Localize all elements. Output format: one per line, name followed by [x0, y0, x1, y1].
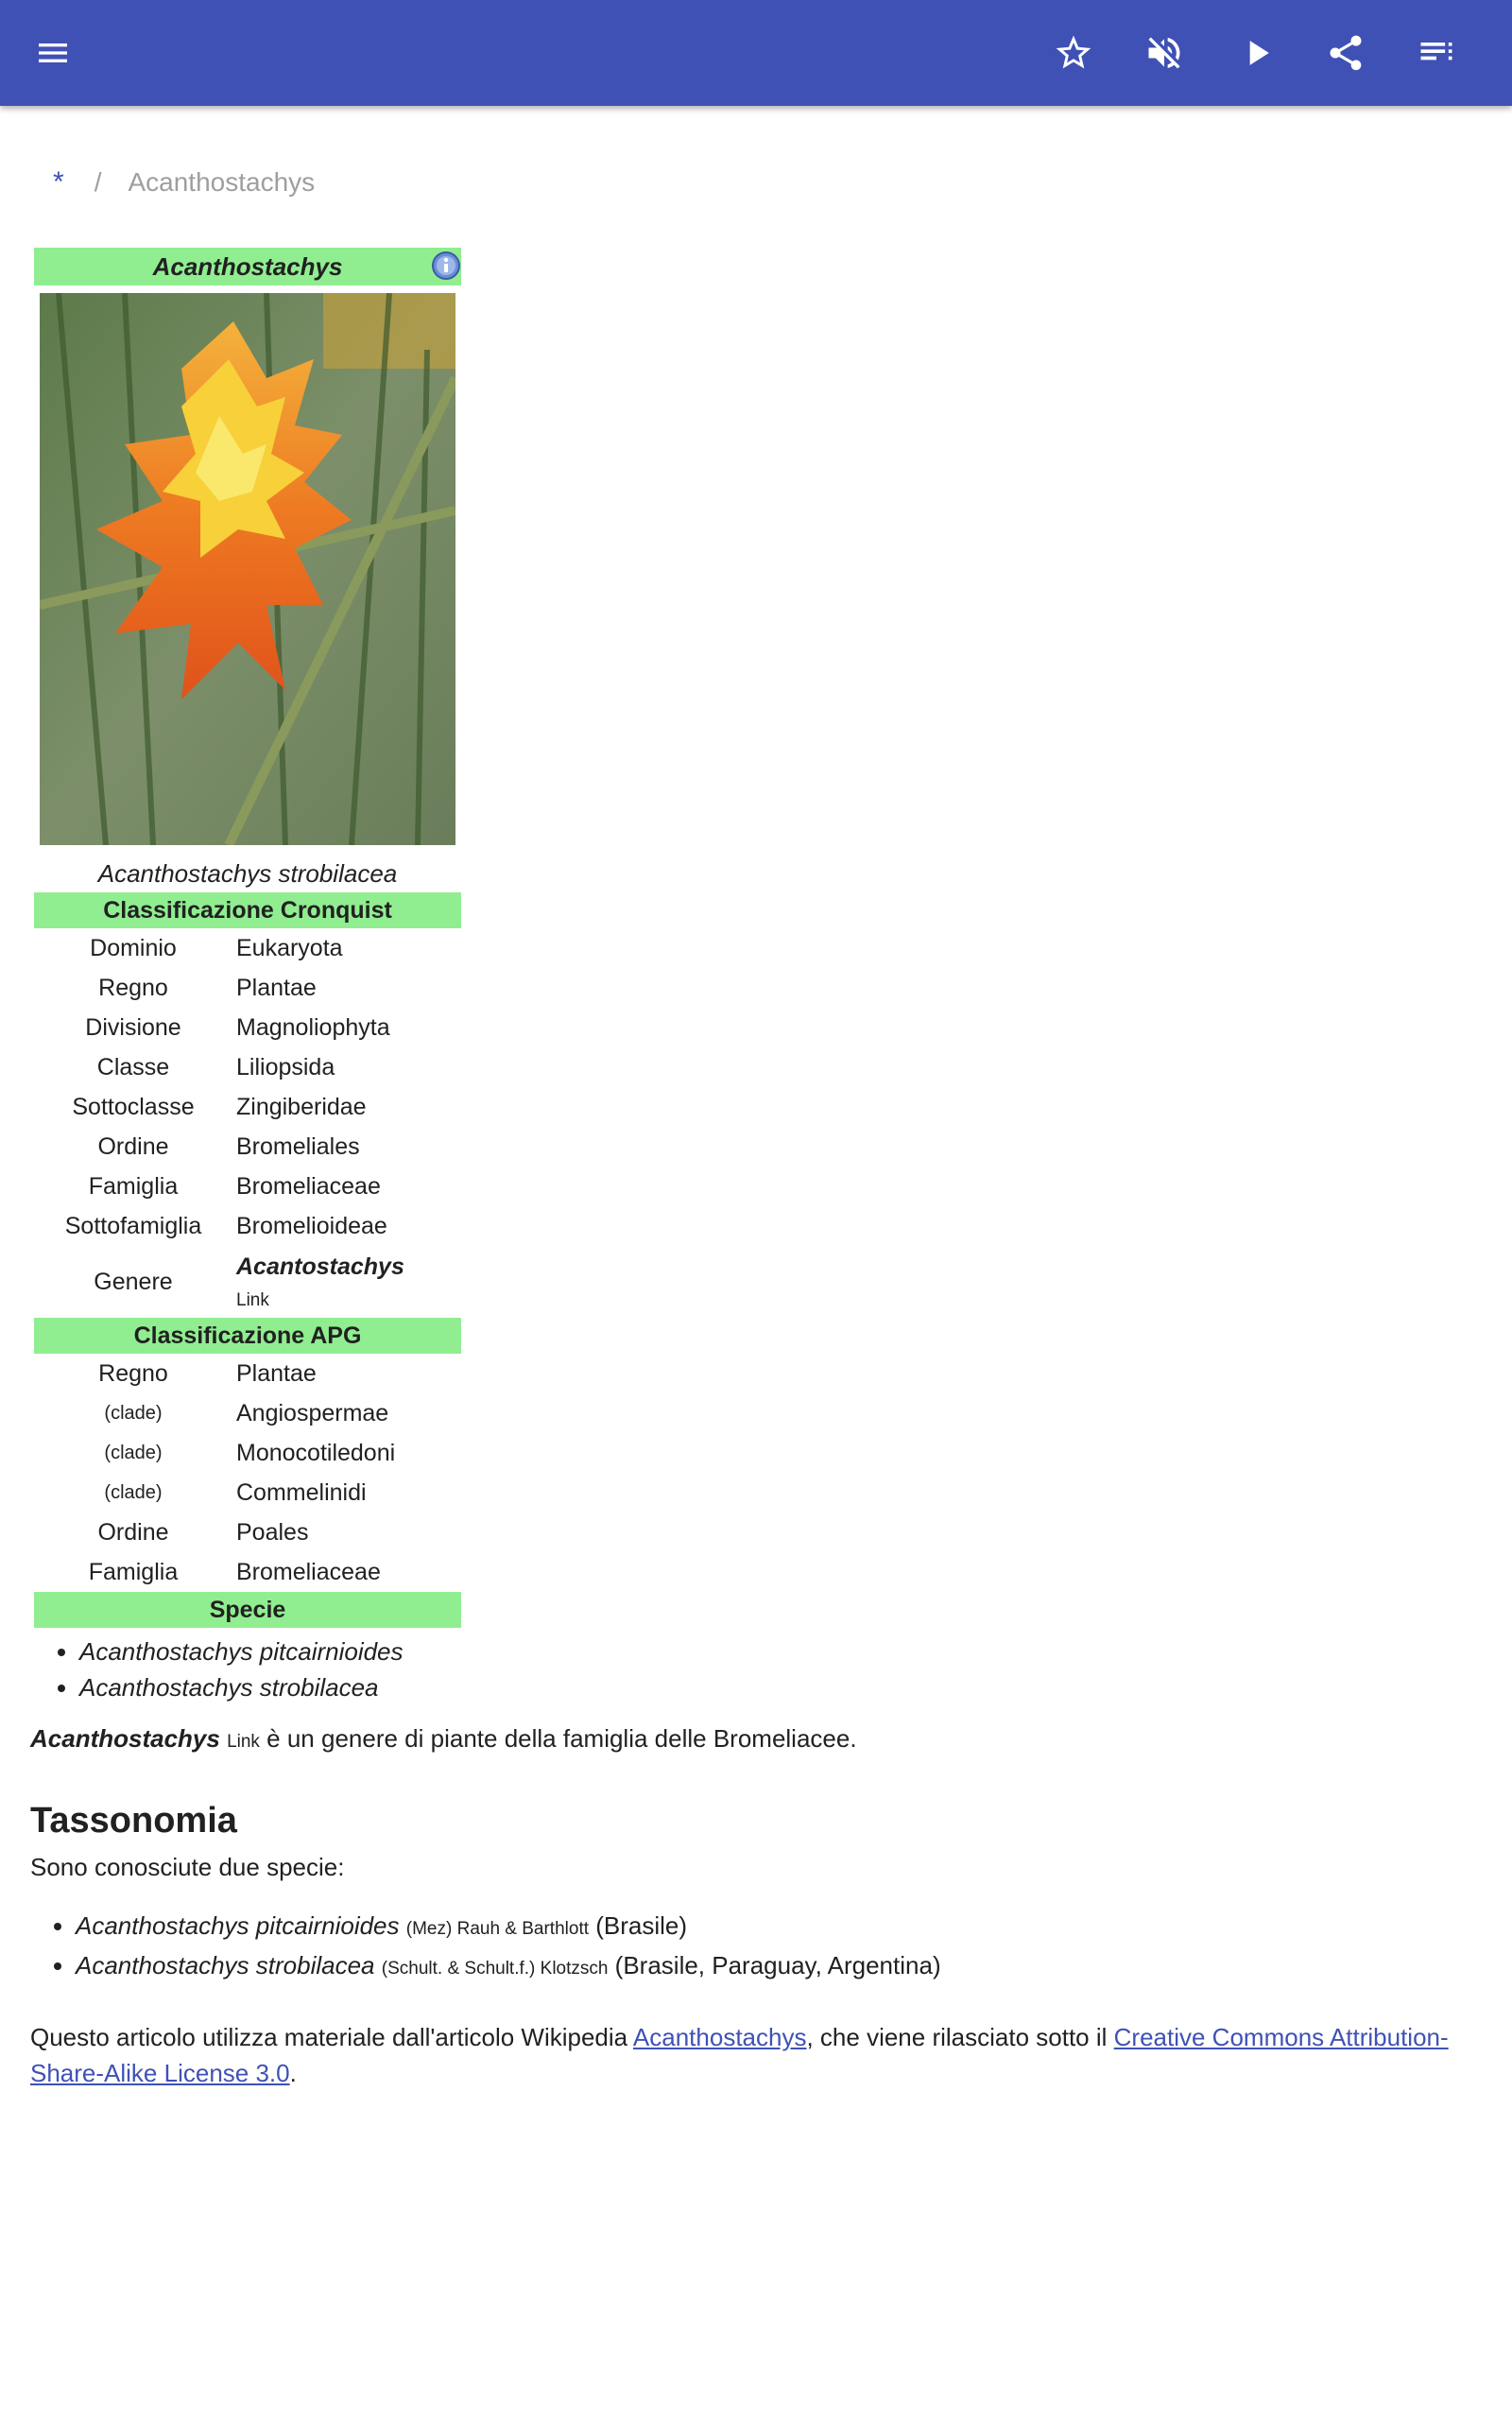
volume-off-icon[interactable] [1138, 0, 1191, 106]
app-bar [0, 0, 1512, 106]
taxon-rank: (clade) [104, 1402, 163, 1424]
intro-bold-name: Acanthostachys [30, 1724, 220, 1753]
taxon-row [34, 1008, 461, 1047]
genus-author: Link [236, 1289, 269, 1310]
taxon-value[interactable]: Bromeliales [236, 1132, 360, 1160]
list-item [76, 1908, 1486, 1947]
info-icon[interactable] [431, 251, 461, 291]
taxon-value[interactable]: Plantae [236, 974, 317, 1001]
taxon-row [34, 1167, 461, 1206]
taxon-value[interactable]: Poales [236, 1518, 309, 1546]
section-title: Tassonomia [30, 1801, 237, 1841]
menu-icon[interactable] [26, 0, 79, 106]
star-icon[interactable] [1047, 0, 1100, 106]
breadcrumb-current: Acanthostachys [128, 167, 316, 197]
taxon-row [34, 1473, 461, 1512]
license-link[interactable]: Creative Commons Attribution-Share-Alike License 3.0 [30, 2023, 1449, 2087]
taxon-value[interactable]: Monocotiledoni [236, 1439, 396, 1466]
taxon-value[interactable]: Bromeliaceae [236, 1172, 381, 1200]
taxon-value[interactable]: Liliopsida [236, 1053, 335, 1080]
species-region: (Brasile) [589, 1911, 688, 1940]
taxon-rank: Divisione [85, 1013, 181, 1041]
taxon-row-genus [34, 1246, 461, 1318]
wikipedia-article-link[interactable]: Acanthostachys [632, 2023, 807, 2051]
genus-name: Acantostachys [236, 1253, 404, 1280]
taxon-value[interactable]: Magnoliophyta [236, 1013, 390, 1041]
section-intro: Sono conosciute due specie: [30, 1853, 345, 1881]
species-header: Specie [34, 1592, 461, 1628]
species-region: (Brasile, Paraguay, Argentina) [608, 1951, 941, 1979]
taxon-rank: Ordine [97, 1132, 169, 1160]
license-paragraph [30, 2019, 1486, 2091]
species-name: Acanthostachys strobilacea [76, 1951, 375, 1979]
intro-author: Link [227, 1732, 260, 1752]
species-list [30, 1908, 1486, 1987]
footer-text-pre: Questo articolo utilizza materiale dall'articolo Wikipedia [30, 2023, 633, 2051]
taxon-rank: Dominio [90, 934, 177, 961]
taxon-value[interactable]: Bromelioideae [236, 1212, 387, 1239]
intro-text: è un genere di piante della famiglia delle Bromeliacee. [259, 1724, 857, 1753]
breadcrumb-home[interactable]: * [53, 166, 64, 198]
taxon-rank: (clade) [104, 1481, 163, 1503]
infobox-header [34, 248, 461, 285]
taxon-value[interactable]: Bromeliaceae [236, 1558, 381, 1585]
taxon-row [34, 928, 461, 968]
list-item: • Acanthostachys strobilacea [79, 1669, 461, 1705]
species-author: (Schult. & Schult.f.) Klotzsch [381, 1959, 609, 1979]
species-name: Acanthostachys pitcairnioides [76, 1911, 400, 1940]
species-author: (Mez) Rauh & Barthlott [405, 1919, 590, 1939]
article-content [30, 1720, 1486, 2091]
taxon-value[interactable]: Zingiberidae [236, 1093, 367, 1120]
cronquist-header: Classificazione Cronquist [34, 892, 461, 928]
taxon-rank: Classe [96, 1053, 170, 1080]
play-icon[interactable] [1230, 0, 1283, 106]
infobox-title: Acanthostachys [152, 252, 343, 281]
plant-photo [40, 293, 455, 845]
footer-text-post: . [289, 2059, 297, 2087]
list-item: • Acanthostachys pitcairnioides [79, 1634, 461, 1669]
breadcrumb [53, 166, 315, 199]
taxon-row [34, 1433, 461, 1473]
taxon-row [34, 968, 461, 1008]
apg-header: Classificazione APG [34, 1318, 461, 1354]
taxon-rank: (clade) [104, 1442, 163, 1463]
infobox-caption: Acanthostachys strobilacea [97, 859, 398, 888]
taxon-rank: Sottofamiglia [64, 1212, 202, 1239]
taxon-row [34, 1206, 461, 1246]
taxon-rank: Regno [98, 974, 168, 1001]
taxon-value[interactable]: Commelinidi [236, 1478, 367, 1506]
taxon-row [34, 1354, 461, 1393]
taxon-row [34, 1127, 461, 1167]
taxon-rank: Ordine [97, 1518, 169, 1546]
taxon-row [34, 1393, 461, 1433]
infobox-species-list [34, 1634, 461, 1705]
taxon-rank: Genere [94, 1268, 173, 1295]
taxon-row [34, 1087, 461, 1127]
taxon-value[interactable]: Eukaryota [236, 934, 343, 961]
breadcrumb-separator: / [94, 167, 102, 197]
taxon-value[interactable]: Angiospermae [236, 1399, 389, 1426]
taxon-rank: Famiglia [88, 1558, 179, 1585]
taxon-rank: Famiglia [88, 1172, 179, 1200]
footer-text-mid: , che viene rilasciato sotto il [806, 2023, 1114, 2051]
taxon-rank: Regno [98, 1359, 168, 1387]
taxon-value[interactable]: Plantae [236, 1359, 317, 1387]
share-icon[interactable] [1319, 0, 1372, 106]
infobox [34, 248, 461, 1705]
taxon-rank: Sottoclasse [72, 1093, 195, 1120]
taxon-row [34, 1552, 461, 1592]
taxon-row [34, 1047, 461, 1087]
taxon-row [34, 1512, 461, 1552]
intro-paragraph [30, 1720, 1486, 1760]
list-item [76, 1947, 1486, 1987]
genus-value-group [232, 1253, 461, 1311]
playlist-icon[interactable] [1410, 0, 1463, 106]
